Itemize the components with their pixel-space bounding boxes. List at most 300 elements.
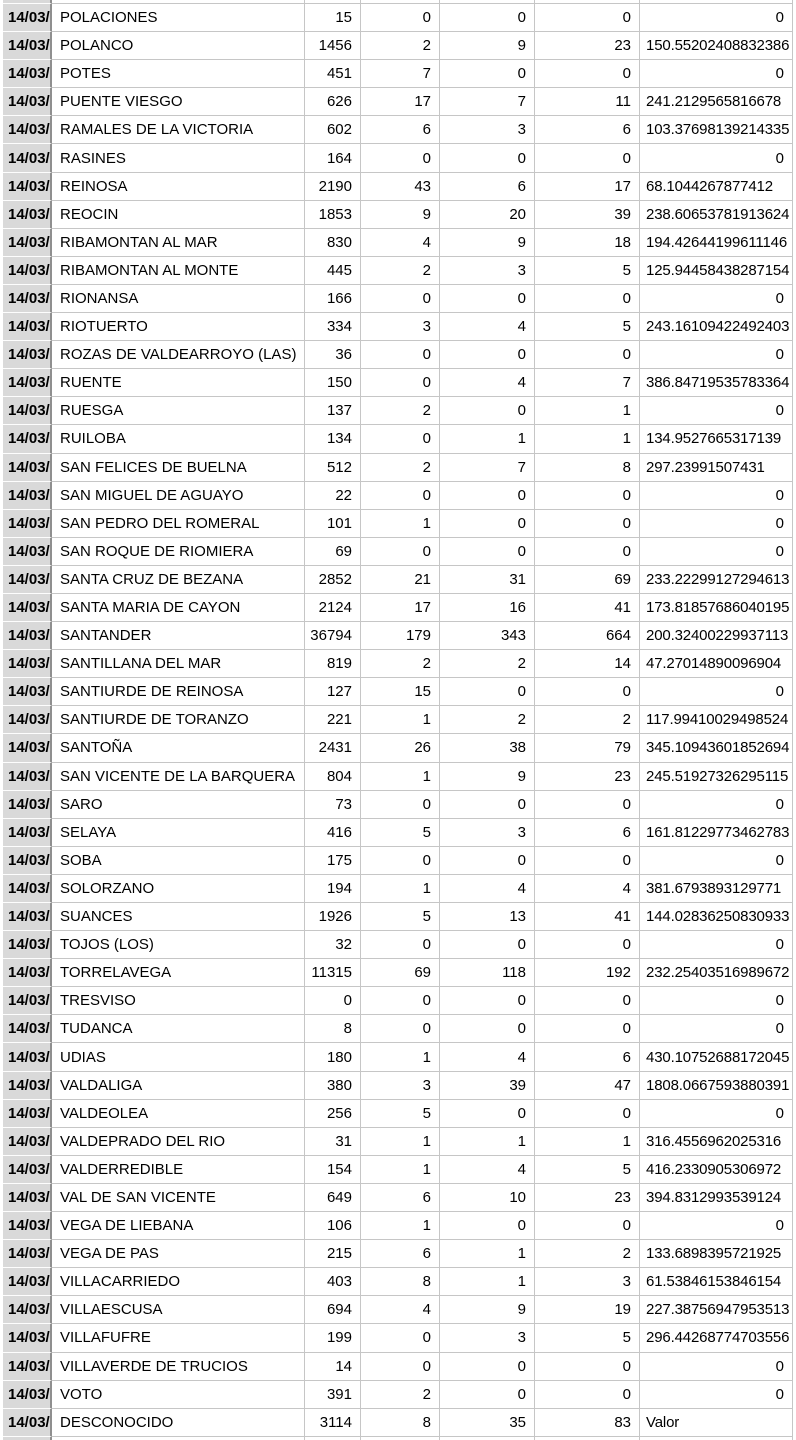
municipality-cell[interactable]: VILLAESCUSA (52, 1296, 305, 1324)
value-cell[interactable]: 0 (361, 847, 440, 875)
value-cell[interactable]: 0 (361, 4, 440, 32)
rate-cell[interactable]: 0 (640, 931, 793, 959)
date-cell[interactable]: 14/03/ (3, 650, 52, 678)
value-cell[interactable]: 11315 (305, 959, 361, 987)
value-cell[interactable]: 15 (305, 4, 361, 32)
value-cell[interactable]: 2 (361, 1381, 440, 1409)
value-cell[interactable]: 0 (440, 847, 535, 875)
value-cell[interactable]: 18 (535, 229, 640, 257)
value-cell[interactable]: 26 (361, 734, 440, 762)
date-cell[interactable]: 14/03/ (3, 60, 52, 88)
municipality-cell[interactable]: POTES (52, 60, 305, 88)
value-cell[interactable]: 39 (535, 201, 640, 229)
value-cell[interactable]: 343 (440, 622, 535, 650)
value-cell[interactable]: 2852 (305, 566, 361, 594)
date-cell[interactable]: 14/03/ (3, 144, 52, 172)
value-cell[interactable]: 2 (361, 650, 440, 678)
rate-cell[interactable]: 227.38756947953513 (640, 1296, 793, 1324)
value-cell[interactable]: 1 (440, 1268, 535, 1296)
value-cell[interactable]: 0 (535, 510, 640, 538)
value-cell[interactable]: 5 (535, 257, 640, 285)
value-cell[interactable]: 2124 (305, 594, 361, 622)
date-cell[interactable]: 14/03/ (3, 1043, 52, 1071)
value-cell[interactable]: 3 (440, 116, 535, 144)
value-cell[interactable]: 14 (535, 650, 640, 678)
date-cell[interactable]: 14/03/ (3, 1296, 52, 1324)
value-cell[interactable]: 6 (535, 819, 640, 847)
value-cell[interactable]: 445 (305, 257, 361, 285)
value-cell[interactable]: 7 (440, 88, 535, 116)
date-cell[interactable]: 14/03/ (3, 1072, 52, 1100)
date-cell[interactable]: 14/03/ (3, 1156, 52, 1184)
value-cell[interactable]: 0 (440, 1100, 535, 1128)
value-cell[interactable]: 0 (535, 791, 640, 819)
value-cell[interactable]: 118 (440, 959, 535, 987)
value-cell[interactable]: 0 (440, 931, 535, 959)
value-cell[interactable]: 79 (535, 734, 640, 762)
value-cell[interactable]: 6 (535, 1043, 640, 1071)
value-cell[interactable]: 512 (305, 454, 361, 482)
value-cell[interactable]: 0 (440, 397, 535, 425)
value-cell[interactable]: 0 (440, 538, 535, 566)
date-cell[interactable]: 14/03/ (3, 706, 52, 734)
value-cell[interactable]: 416 (305, 819, 361, 847)
value-cell[interactable]: 1 (535, 1128, 640, 1156)
value-cell[interactable]: 0 (361, 425, 440, 453)
rate-cell[interactable]: 296.44268774703556 (640, 1324, 793, 1352)
value-cell[interactable]: 2 (535, 1240, 640, 1268)
rate-cell[interactable]: 194.42644199611146 (640, 229, 793, 257)
value-cell[interactable]: 9 (440, 32, 535, 60)
value-cell[interactable]: 6 (361, 1240, 440, 1268)
value-cell[interactable]: 0 (361, 1353, 440, 1381)
value-cell[interactable]: 2 (440, 706, 535, 734)
municipality-cell[interactable]: VALDEOLEA (52, 1100, 305, 1128)
value-cell[interactable]: 0 (440, 987, 535, 1015)
value-cell[interactable]: 0 (535, 60, 640, 88)
value-cell[interactable]: 1926 (305, 903, 361, 931)
value-cell[interactable]: 2 (440, 650, 535, 678)
value-cell[interactable]: 0 (440, 1353, 535, 1381)
value-cell[interactable]: 8 (361, 1268, 440, 1296)
value-cell[interactable]: 0 (535, 4, 640, 32)
value-cell[interactable]: 7 (440, 454, 535, 482)
municipality-cell[interactable]: PUENTE VIESGO (52, 88, 305, 116)
value-cell[interactable]: 194 (305, 875, 361, 903)
value-cell[interactable]: 5 (535, 313, 640, 341)
value-cell[interactable]: 7 (361, 60, 440, 88)
date-cell[interactable]: 14/03/ (3, 369, 52, 397)
value-cell[interactable]: 9 (440, 1296, 535, 1324)
value-cell[interactable]: 0 (535, 538, 640, 566)
value-cell[interactable]: 4 (440, 313, 535, 341)
date-cell[interactable]: 14/03/ (3, 538, 52, 566)
date-cell[interactable]: 14/03/ (3, 201, 52, 229)
date-cell[interactable]: 14/03/ (3, 1100, 52, 1128)
municipality-cell[interactable]: TUDANCA (52, 1015, 305, 1043)
value-cell[interactable]: 0 (535, 1100, 640, 1128)
value-cell[interactable]: 2 (361, 32, 440, 60)
value-cell[interactable]: 334 (305, 313, 361, 341)
value-cell[interactable]: 0 (535, 1015, 640, 1043)
value-cell[interactable]: 6 (361, 116, 440, 144)
municipality-cell[interactable]: SAN FELICES DE BUELNA (52, 454, 305, 482)
value-cell[interactable]: 73 (305, 791, 361, 819)
value-cell[interactable]: 1 (440, 1240, 535, 1268)
rate-cell[interactable]: 381.6793893129771 (640, 875, 793, 903)
rate-cell[interactable]: 0 (640, 538, 793, 566)
rate-cell[interactable]: 0 (640, 791, 793, 819)
value-cell[interactable]: 4 (440, 1156, 535, 1184)
value-cell[interactable]: 9 (440, 763, 535, 791)
value-cell[interactable]: 9 (361, 201, 440, 229)
rate-cell[interactable]: Valor (640, 1409, 793, 1437)
value-cell[interactable]: 0 (361, 538, 440, 566)
value-cell[interactable]: 0 (361, 1015, 440, 1043)
date-cell[interactable]: 14/03/ (3, 1353, 52, 1381)
value-cell[interactable]: 1 (361, 763, 440, 791)
municipality-cell[interactable]: SANTA CRUZ DE BEZANA (52, 566, 305, 594)
value-cell[interactable]: 0 (535, 931, 640, 959)
date-cell[interactable]: 14/03/ (3, 791, 52, 819)
value-cell[interactable]: 256 (305, 1100, 361, 1128)
value-cell[interactable]: 0 (440, 4, 535, 32)
value-cell[interactable]: 0 (361, 482, 440, 510)
value-cell[interactable]: 0 (305, 987, 361, 1015)
date-cell[interactable]: 14/03/ (3, 1409, 52, 1437)
rate-cell[interactable]: 134.9527665317139 (640, 425, 793, 453)
value-cell[interactable]: 134 (305, 425, 361, 453)
value-cell[interactable]: 1 (361, 1212, 440, 1240)
date-cell[interactable]: 14/03/ (3, 931, 52, 959)
date-cell[interactable]: 14/03/ (3, 847, 52, 875)
value-cell[interactable]: 17 (535, 173, 640, 201)
date-cell[interactable]: 14/03/ (3, 1212, 52, 1240)
value-cell[interactable]: 36794 (305, 622, 361, 650)
date-cell[interactable]: 14/03/ (3, 819, 52, 847)
municipality-cell[interactable]: SOLORZANO (52, 875, 305, 903)
value-cell[interactable]: 5 (535, 1156, 640, 1184)
value-cell[interactable]: 69 (361, 959, 440, 987)
date-cell[interactable]: 14/03/ (3, 285, 52, 313)
municipality-cell[interactable]: TRESVISO (52, 987, 305, 1015)
value-cell[interactable]: 0 (440, 791, 535, 819)
value-cell[interactable]: 0 (361, 144, 440, 172)
value-cell[interactable]: 451 (305, 60, 361, 88)
rate-cell[interactable]: 345.10943601852694 (640, 734, 793, 762)
municipality-cell[interactable]: VEGA DE PAS (52, 1240, 305, 1268)
date-cell[interactable]: 14/03/ (3, 903, 52, 931)
value-cell[interactable]: 2 (361, 454, 440, 482)
date-cell[interactable]: 14/03/ (3, 32, 52, 60)
value-cell[interactable]: 3 (361, 1072, 440, 1100)
value-cell[interactable]: 649 (305, 1184, 361, 1212)
municipality-cell[interactable]: VEGA DE LIEBANA (52, 1212, 305, 1240)
municipality-cell[interactable]: REINOSA (52, 173, 305, 201)
municipality-cell[interactable]: VALDEPRADO DEL RIO (52, 1128, 305, 1156)
value-cell[interactable]: 4 (361, 1296, 440, 1324)
municipality-cell[interactable]: UDIAS (52, 1043, 305, 1071)
date-cell[interactable]: 14/03/ (3, 173, 52, 201)
value-cell[interactable]: 5 (361, 1100, 440, 1128)
value-cell[interactable]: 0 (440, 1212, 535, 1240)
value-cell[interactable]: 41 (535, 594, 640, 622)
value-cell[interactable]: 0 (440, 482, 535, 510)
date-cell[interactable]: 14/03/ (3, 959, 52, 987)
rate-cell[interactable]: 233.22299127294613 (640, 566, 793, 594)
value-cell[interactable]: 0 (535, 987, 640, 1015)
value-cell[interactable]: 2 (361, 397, 440, 425)
rate-cell[interactable]: 0 (640, 60, 793, 88)
municipality-cell[interactable]: ROZAS DE VALDEARROYO (LAS) (52, 341, 305, 369)
rate-cell[interactable]: 0 (640, 1381, 793, 1409)
value-cell[interactable]: 1853 (305, 201, 361, 229)
value-cell[interactable]: 2 (361, 257, 440, 285)
date-cell[interactable]: 14/03/ (3, 763, 52, 791)
value-cell[interactable]: 137 (305, 397, 361, 425)
value-cell[interactable]: 179 (361, 622, 440, 650)
value-cell[interactable]: 192 (535, 959, 640, 987)
value-cell[interactable]: 7 (535, 369, 640, 397)
rate-cell[interactable]: 1808.0667593880391 (640, 1072, 793, 1100)
value-cell[interactable]: 13 (440, 903, 535, 931)
value-cell[interactable]: 0 (440, 341, 535, 369)
value-cell[interactable]: 150 (305, 369, 361, 397)
date-cell[interactable]: 14/03/ (3, 594, 52, 622)
value-cell[interactable]: 20 (440, 201, 535, 229)
value-cell[interactable]: 8 (305, 1015, 361, 1043)
date-cell[interactable]: 14/03/ (3, 341, 52, 369)
date-cell[interactable]: 14/03/ (3, 397, 52, 425)
value-cell[interactable]: 0 (361, 791, 440, 819)
value-cell[interactable]: 6 (361, 1184, 440, 1212)
date-cell[interactable]: 14/03/ (3, 454, 52, 482)
rate-cell[interactable]: 0 (640, 847, 793, 875)
rate-cell[interactable]: 61.53846153846154 (640, 1268, 793, 1296)
value-cell[interactable]: 31 (305, 1128, 361, 1156)
municipality-cell[interactable]: SAN ROQUE DE RIOMIERA (52, 538, 305, 566)
value-cell[interactable]: 221 (305, 706, 361, 734)
municipality-cell[interactable]: POLANCO (52, 32, 305, 60)
date-cell[interactable]: 14/03/ (3, 1240, 52, 1268)
rate-cell[interactable]: 133.6898395721925 (640, 1240, 793, 1268)
date-cell[interactable]: 14/03/ (3, 622, 52, 650)
rate-cell[interactable]: 0 (640, 397, 793, 425)
value-cell[interactable]: 4 (440, 875, 535, 903)
value-cell[interactable]: 35 (440, 1409, 535, 1437)
value-cell[interactable]: 11 (535, 88, 640, 116)
value-cell[interactable]: 127 (305, 678, 361, 706)
rate-cell[interactable]: 394.8312993539124 (640, 1184, 793, 1212)
rate-cell[interactable]: 297.23991507431 (640, 454, 793, 482)
value-cell[interactable]: 19 (535, 1296, 640, 1324)
value-cell[interactable]: 101 (305, 510, 361, 538)
municipality-cell[interactable]: VILLACARRIEDO (52, 1268, 305, 1296)
date-cell[interactable]: 14/03/ (3, 1324, 52, 1352)
value-cell[interactable]: 0 (535, 1212, 640, 1240)
date-cell[interactable]: 14/03/ (3, 313, 52, 341)
value-cell[interactable]: 2190 (305, 173, 361, 201)
date-cell[interactable]: 14/03/ (3, 1268, 52, 1296)
municipality-cell[interactable]: VILLAVERDE DE TRUCIOS (52, 1353, 305, 1381)
value-cell[interactable]: 166 (305, 285, 361, 313)
date-cell[interactable]: 14/03/ (3, 4, 52, 32)
municipality-cell[interactable]: SUANCES (52, 903, 305, 931)
value-cell[interactable]: 39 (440, 1072, 535, 1100)
rate-cell[interactable]: 0 (640, 341, 793, 369)
municipality-cell[interactable]: RUENTE (52, 369, 305, 397)
value-cell[interactable]: 1 (361, 875, 440, 903)
value-cell[interactable]: 32 (305, 931, 361, 959)
rate-cell[interactable]: 0 (640, 144, 793, 172)
value-cell[interactable]: 23 (535, 1184, 640, 1212)
value-cell[interactable]: 43 (361, 173, 440, 201)
date-cell[interactable]: 14/03/ (3, 482, 52, 510)
value-cell[interactable]: 17 (361, 594, 440, 622)
value-cell[interactable]: 0 (361, 987, 440, 1015)
date-cell[interactable]: 14/03/ (3, 678, 52, 706)
value-cell[interactable]: 5 (535, 1324, 640, 1352)
municipality-cell[interactable]: SAN PEDRO DEL ROMERAL (52, 510, 305, 538)
value-cell[interactable]: 106 (305, 1212, 361, 1240)
value-cell[interactable]: 0 (440, 285, 535, 313)
value-cell[interactable]: 5 (361, 903, 440, 931)
value-cell[interactable]: 6 (440, 173, 535, 201)
value-cell[interactable]: 3 (440, 257, 535, 285)
value-cell[interactable]: 180 (305, 1043, 361, 1071)
value-cell[interactable]: 175 (305, 847, 361, 875)
value-cell[interactable]: 199 (305, 1324, 361, 1352)
value-cell[interactable]: 4 (440, 1043, 535, 1071)
rate-cell[interactable]: 0 (640, 482, 793, 510)
value-cell[interactable]: 0 (440, 60, 535, 88)
municipality-cell[interactable]: TOJOS (LOS) (52, 931, 305, 959)
value-cell[interactable]: 0 (361, 285, 440, 313)
value-cell[interactable]: 154 (305, 1156, 361, 1184)
rate-cell[interactable]: 243.16109422492403 (640, 313, 793, 341)
rate-cell[interactable]: 125.94458438287154 (640, 257, 793, 285)
value-cell[interactable]: 10 (440, 1184, 535, 1212)
municipality-cell[interactable]: RIBAMONTAN AL MAR (52, 229, 305, 257)
rate-cell[interactable]: 0 (640, 1353, 793, 1381)
municipality-cell[interactable]: SELAYA (52, 819, 305, 847)
rate-cell[interactable]: 68.1044267877412 (640, 173, 793, 201)
value-cell[interactable]: 1 (361, 706, 440, 734)
value-cell[interactable]: 0 (535, 285, 640, 313)
value-cell[interactable]: 36 (305, 341, 361, 369)
value-cell[interactable]: 9 (440, 229, 535, 257)
date-cell[interactable]: 14/03/ (3, 229, 52, 257)
value-cell[interactable]: 3 (440, 819, 535, 847)
value-cell[interactable]: 0 (361, 931, 440, 959)
value-cell[interactable]: 1 (361, 1043, 440, 1071)
rate-cell[interactable]: 245.51927326295115 (640, 763, 793, 791)
date-cell[interactable]: 14/03/ (3, 734, 52, 762)
municipality-cell[interactable]: TORRELAVEGA (52, 959, 305, 987)
municipality-cell[interactable]: RUILOBA (52, 425, 305, 453)
date-cell[interactable]: 14/03/ (3, 1015, 52, 1043)
rate-cell[interactable]: 241.2129565816678 (640, 88, 793, 116)
value-cell[interactable]: 4 (535, 875, 640, 903)
rate-cell[interactable]: 173.81857686040195 (640, 594, 793, 622)
value-cell[interactable]: 8 (361, 1409, 440, 1437)
value-cell[interactable]: 0 (535, 678, 640, 706)
value-cell[interactable]: 4 (361, 229, 440, 257)
value-cell[interactable]: 1 (535, 425, 640, 453)
value-cell[interactable]: 2 (535, 706, 640, 734)
value-cell[interactable]: 1 (361, 1128, 440, 1156)
municipality-cell[interactable]: POLACIONES (52, 4, 305, 32)
rate-cell[interactable]: 0 (640, 987, 793, 1015)
date-cell[interactable]: 14/03/ (3, 1184, 52, 1212)
date-cell[interactable]: 14/03/ (3, 116, 52, 144)
value-cell[interactable]: 0 (440, 1381, 535, 1409)
value-cell[interactable]: 31 (440, 566, 535, 594)
value-cell[interactable]: 0 (535, 482, 640, 510)
municipality-cell[interactable]: SAN VICENTE DE LA BARQUERA (52, 763, 305, 791)
municipality-cell[interactable]: RIBAMONTAN AL MONTE (52, 257, 305, 285)
value-cell[interactable]: 0 (361, 369, 440, 397)
rate-cell[interactable]: 232.25403516989672 (640, 959, 793, 987)
rate-cell[interactable]: 0 (640, 4, 793, 32)
value-cell[interactable]: 0 (535, 144, 640, 172)
value-cell[interactable]: 16 (440, 594, 535, 622)
municipality-cell[interactable]: VAL DE SAN VICENTE (52, 1184, 305, 1212)
value-cell[interactable]: 8 (535, 454, 640, 482)
value-cell[interactable]: 21 (361, 566, 440, 594)
value-cell[interactable]: 17 (361, 88, 440, 116)
municipality-cell[interactable]: RIOTUERTO (52, 313, 305, 341)
municipality-cell[interactable]: SANTA MARIA DE CAYON (52, 594, 305, 622)
rate-cell[interactable]: 161.81229773462783 (640, 819, 793, 847)
value-cell[interactable]: 4 (440, 369, 535, 397)
municipality-cell[interactable]: SOBA (52, 847, 305, 875)
municipality-cell[interactable]: RASINES (52, 144, 305, 172)
value-cell[interactable]: 0 (361, 341, 440, 369)
value-cell[interactable]: 38 (440, 734, 535, 762)
value-cell[interactable]: 626 (305, 88, 361, 116)
value-cell[interactable]: 14 (305, 1353, 361, 1381)
municipality-cell[interactable]: VOTO (52, 1381, 305, 1409)
municipality-cell[interactable]: SANTOÑA (52, 734, 305, 762)
date-cell[interactable]: 14/03/ (3, 88, 52, 116)
value-cell[interactable]: 0 (440, 510, 535, 538)
value-cell[interactable]: 3 (535, 1268, 640, 1296)
value-cell[interactable]: 1 (440, 425, 535, 453)
value-cell[interactable]: 15 (361, 678, 440, 706)
value-cell[interactable]: 6 (535, 116, 640, 144)
value-cell[interactable]: 41 (535, 903, 640, 931)
value-cell[interactable]: 0 (440, 678, 535, 706)
value-cell[interactable]: 47 (535, 1072, 640, 1100)
municipality-cell[interactable]: RIONANSA (52, 285, 305, 313)
value-cell[interactable]: 1456 (305, 32, 361, 60)
value-cell[interactable]: 3 (361, 313, 440, 341)
value-cell[interactable]: 830 (305, 229, 361, 257)
value-cell[interactable]: 83 (535, 1409, 640, 1437)
municipality-cell[interactable]: REOCIN (52, 201, 305, 229)
value-cell[interactable]: 2431 (305, 734, 361, 762)
value-cell[interactable]: 3 (440, 1324, 535, 1352)
value-cell[interactable]: 1 (535, 397, 640, 425)
value-cell[interactable]: 0 (535, 1381, 640, 1409)
value-cell[interactable]: 403 (305, 1268, 361, 1296)
municipality-cell[interactable]: SANTIURDE DE TORANZO (52, 706, 305, 734)
municipality-cell[interactable]: VALDALIGA (52, 1072, 305, 1100)
municipality-cell[interactable]: SARO (52, 791, 305, 819)
date-cell[interactable]: 14/03/ (3, 566, 52, 594)
municipality-cell[interactable]: RUESGA (52, 397, 305, 425)
